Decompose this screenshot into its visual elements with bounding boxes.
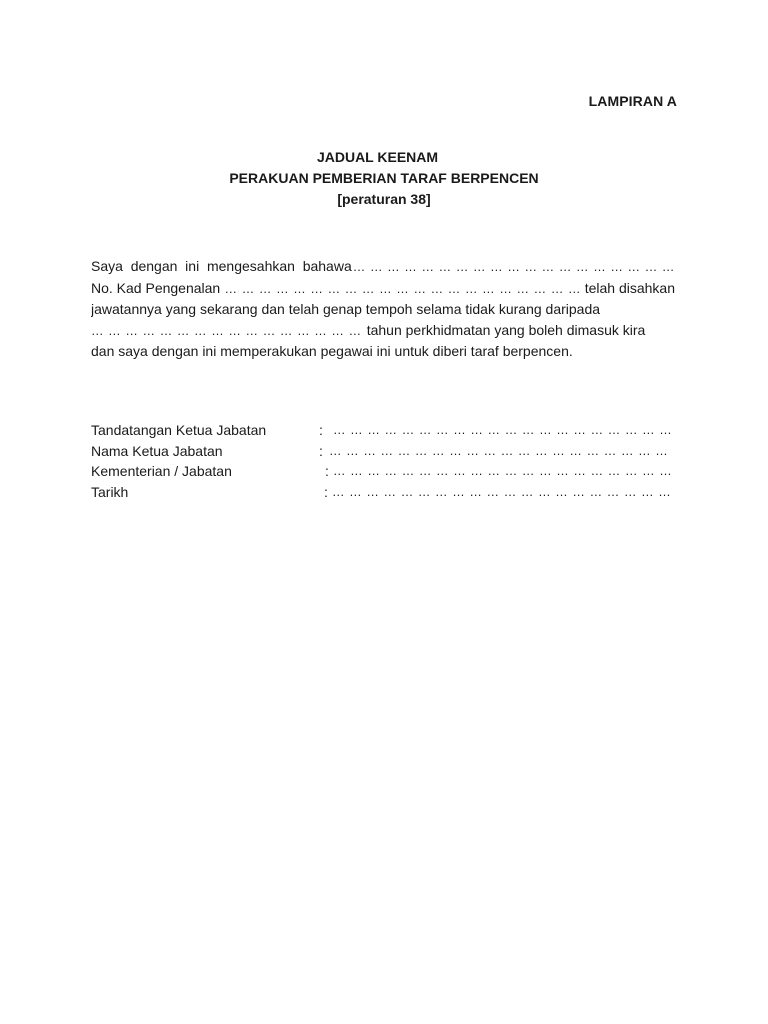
paragraph-line [91, 299, 675, 320]
paragraph-text: dan saya dengan ini memperakukan pegawai ini untuk diberi taraf berpencen. [91, 343, 573, 360]
name-blank: … … … … … … … … … … … … … … … … … … … [352, 260, 675, 274]
paragraph-text: Saya dengan ini mengesahkan bahawa [91, 258, 352, 274]
paragraph-line [91, 320, 675, 342]
field-label: Tandatangan Ketua Jabatan [91, 422, 267, 438]
signature-row-signature [91, 420, 681, 441]
paragraph-line [91, 341, 675, 362]
ic-number-blank: … … … … … … … … … … … … … … … … … … … … … [224, 281, 582, 296]
heading-title: PERAKUAN PEMBERIAN TARAF BERPENCEN [229, 170, 539, 186]
field-colon: : [324, 484, 328, 501]
document-heading [0, 147, 768, 210]
field-label: Tarikh [91, 484, 129, 501]
ministry-blank: … … … … … … … … … … … … … … … … … … … … [333, 464, 673, 479]
field-label: Kementerian / Jabatan [91, 463, 232, 480]
paragraph-text: jawatannya yang sekarang dan telah genap tempoh selama tidak kurang daripada [91, 301, 601, 318]
signature-block [91, 420, 681, 503]
certification-paragraph [91, 256, 675, 362]
paragraph-text: No. Kad Pengenalan [91, 279, 221, 296]
date-blank: … … … … … … … … … … … … … … … … … … … … [332, 485, 672, 500]
signature-row-name [91, 441, 681, 462]
heading-regulation: [peraturan 38] [337, 191, 431, 207]
heading-schedule: JADUAL KEENAM [316, 149, 439, 165]
paragraph-text: tahun perkhidmatan yang boleh dimasuk kira [366, 321, 646, 338]
paragraph-line [91, 256, 675, 278]
years-blank: … … … … … … … … … … … … … … … … [91, 323, 362, 338]
field-colon: : [319, 442, 323, 459]
field-colon: : [319, 422, 323, 438]
field-colon: : [325, 463, 329, 480]
paragraph-line [91, 278, 675, 300]
signature-blank: … … … … … … … … … … … … … … … … … … … … [333, 423, 673, 437]
paragraph-text: telah disahkan [584, 279, 675, 296]
signature-row-date [91, 482, 681, 503]
signature-row-ministry [91, 461, 681, 482]
field-label: Nama Ketua Jabatan [91, 442, 223, 459]
annex-label: LAMPIRAN A [588, 93, 677, 109]
name-blank: … … … … … … … … … … … … … … … … … … … … [329, 443, 669, 458]
